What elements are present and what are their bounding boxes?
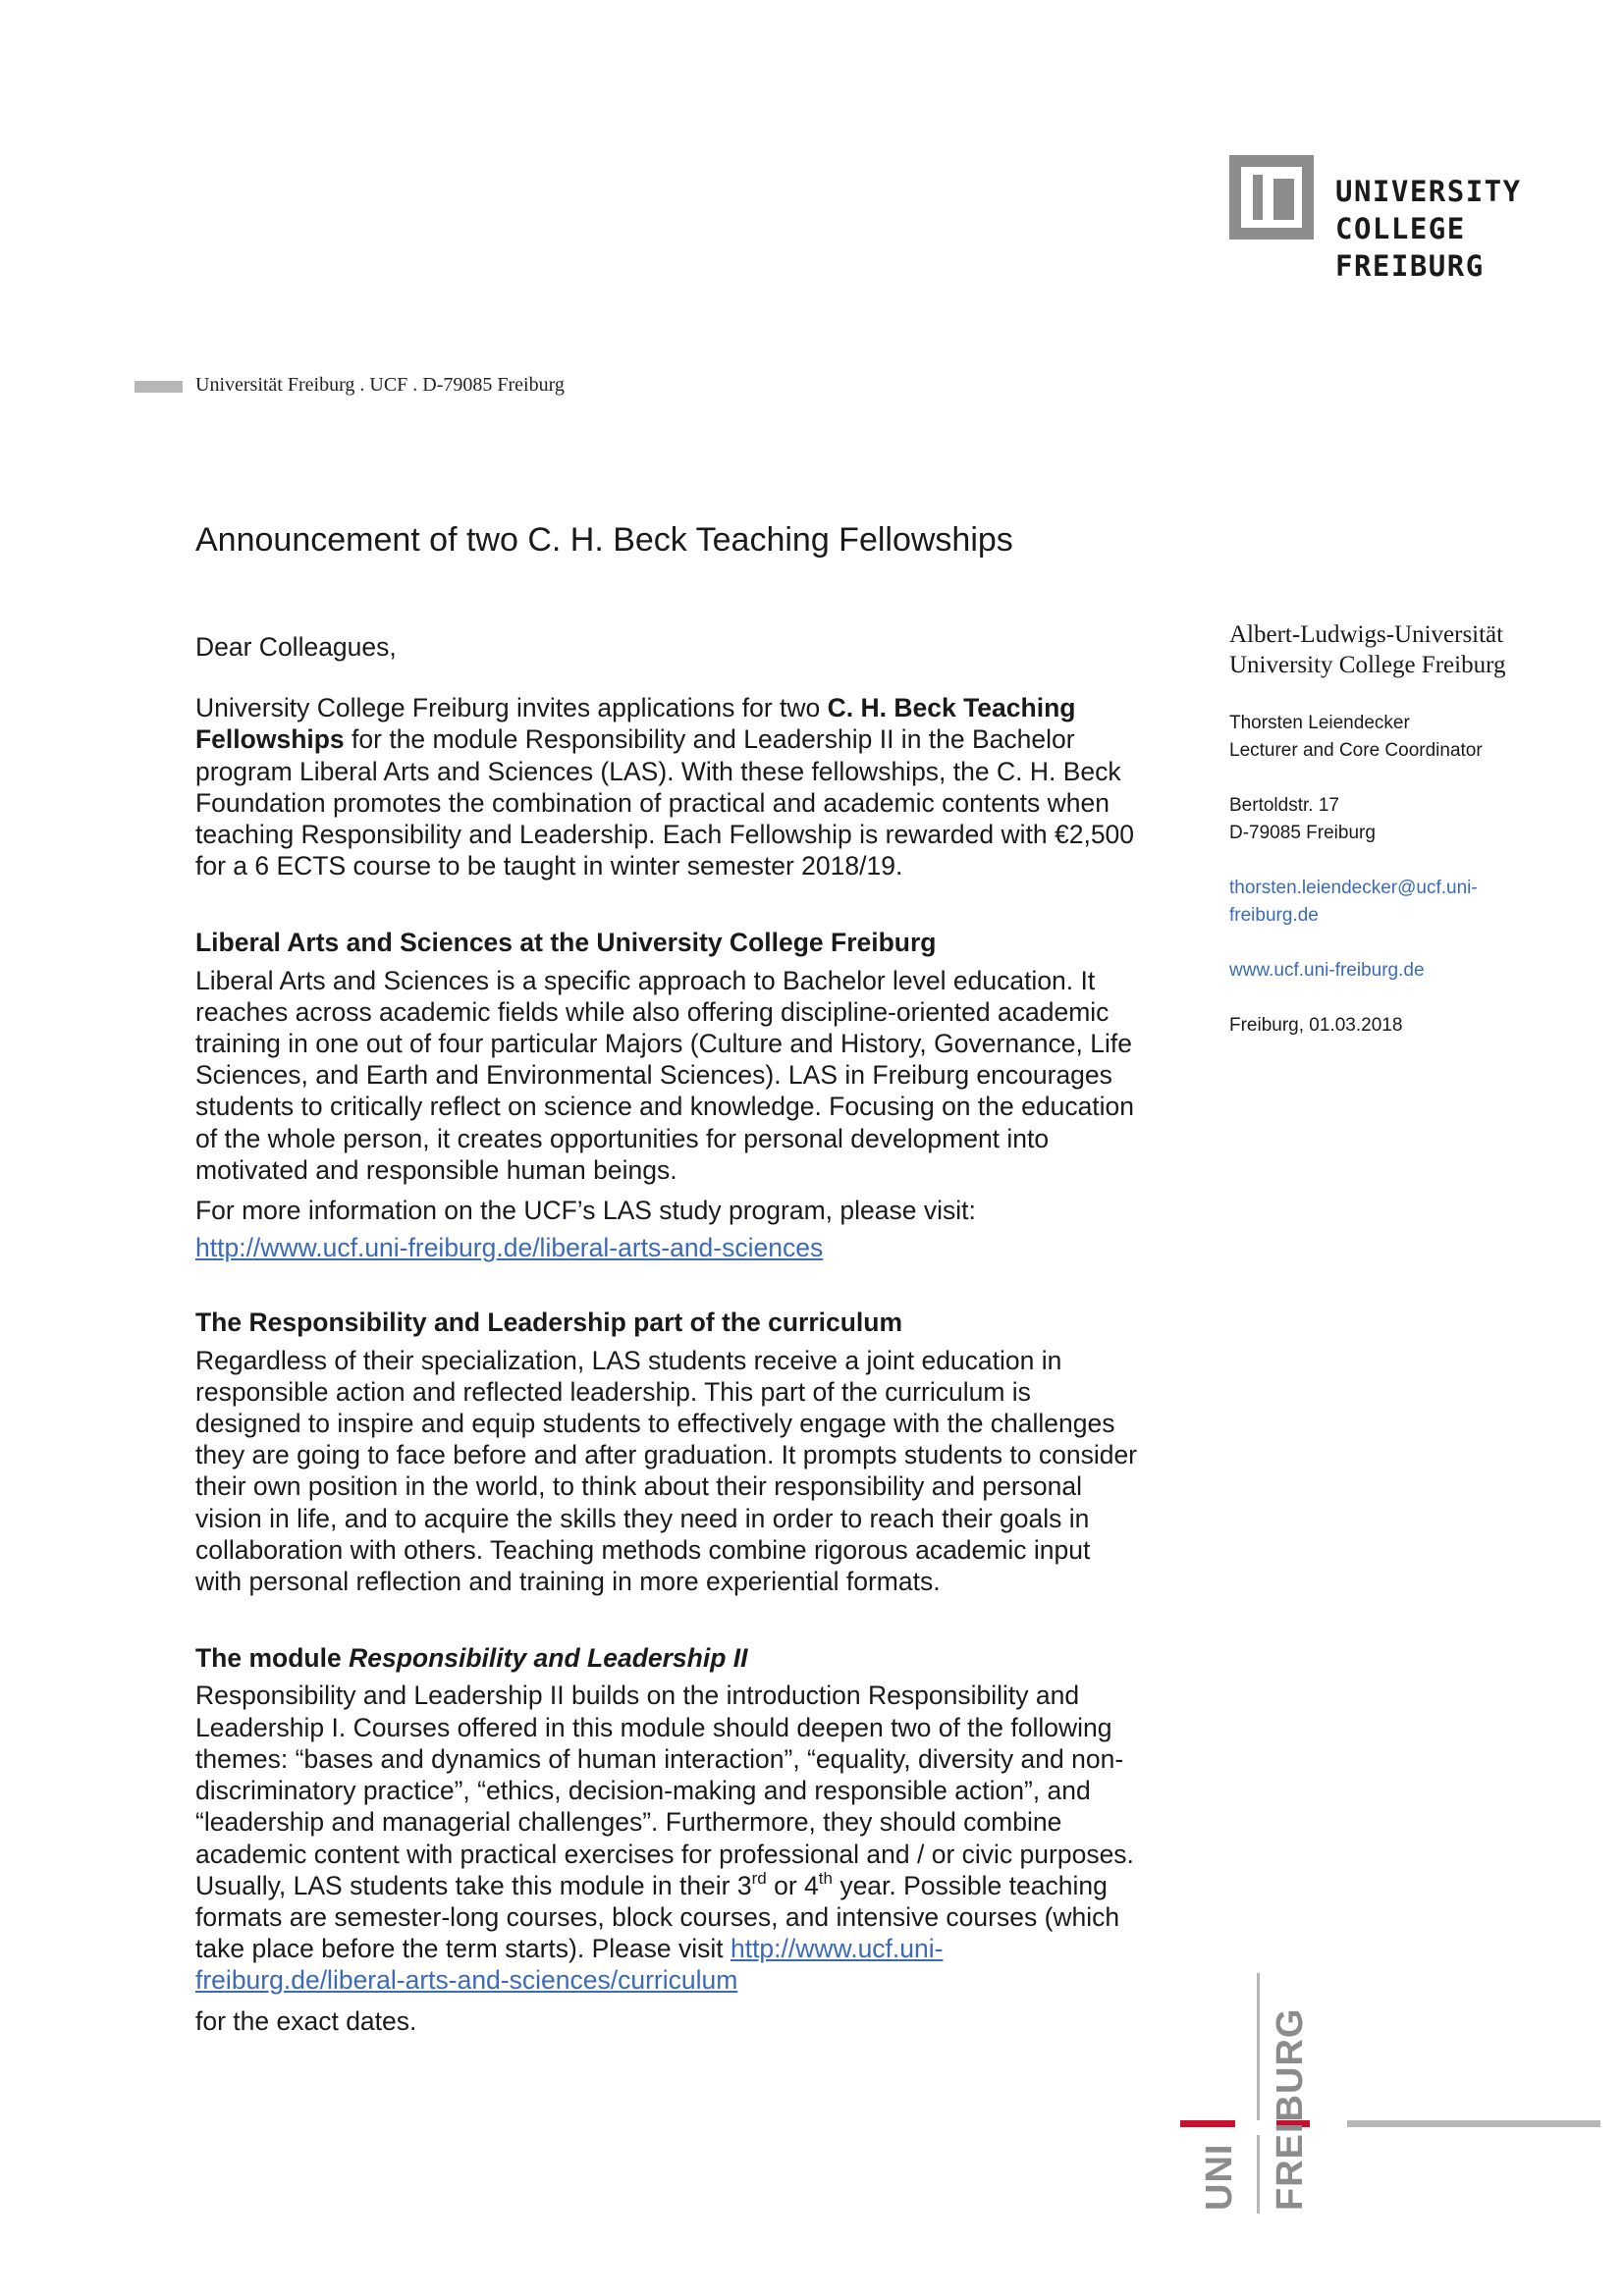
institution-line-2: University College Freiburg	[1229, 652, 1506, 678]
module-superscript-th: th	[818, 1868, 833, 1888]
las-program-link[interactable]: http://www.ucf.uni-freiburg.de/liberal-arts-and-sciences	[195, 1233, 824, 1263]
las-link-line	[195, 1232, 1138, 1263]
date-line: Freiburg, 01.03.2018	[1229, 1015, 1403, 1036]
sender-block	[1229, 710, 1563, 765]
intro-text-after: for the module Responsibility and Leadership II in the Bachelor program Liberal Arts and Sciences (LAS). With these fellowships, the C. H. Beck Foundation promotes the combination of practical and academic contents when teaching Responsibility and Leadership. Each Fellowship is rewarded with €2,500 for a 6 ECTS course to be taught in winter semester 2018/19.	[195, 724, 1135, 881]
module-heading-title: Responsibility and Leadership II	[349, 1643, 748, 1674]
module-text-part-3: year. Possible teaching formats are semester-long courses, block courses, and intensive courses (which take place before the term starts). Please visit	[195, 1870, 1120, 1964]
uni-freiburg-logo-icon	[1168, 1973, 1600, 2218]
las-more-info: For more information on the UCF’s LAS study program, please visit:	[195, 1196, 976, 1226]
sender-name: Thorsten Leiendecker	[1229, 713, 1410, 733]
ucf-logo-wordmark: UNIVERSITY COLLEGE FREIBURG	[1335, 175, 1522, 283]
institution-block	[1229, 619, 1563, 680]
intro-paragraph	[195, 692, 1138, 881]
module-heading-prefix: The module	[195, 1643, 350, 1674]
sender-sidebar	[1229, 619, 1563, 1067]
module-superscript-rd: rd	[751, 1868, 767, 1888]
intro-text-before: University College Freiburg invites applications for two	[195, 693, 828, 723]
ucf-logo-mark-icon	[1229, 155, 1314, 240]
uni-word: UNI	[1199, 2143, 1240, 2211]
module-text-part-2: or 4	[766, 1870, 819, 1900]
salutation: Dear Colleagues,	[195, 632, 397, 662]
website-block	[1229, 957, 1563, 985]
module-closing-text: for the exact dates.	[195, 2005, 417, 2036]
address-street: Bertoldstr. 17	[1229, 795, 1339, 816]
address-city: D-79085 Freiburg	[1229, 823, 1376, 843]
website-link[interactable]: www.ucf.uni-freiburg.de	[1229, 960, 1425, 981]
email-line-2: freiburg.de	[1229, 905, 1319, 926]
return-address-bar	[135, 381, 183, 393]
module-paragraph	[195, 1680, 1138, 1996]
university-college-freiburg-logo	[1229, 155, 1553, 283]
section-heading-module	[195, 1642, 1138, 1674]
letter-title: Announcement of two C. H. Beck Teaching Fellowships	[195, 521, 1013, 559]
email-link[interactable]	[1229, 878, 1478, 926]
section-heading-las: Liberal Arts and Sciences at the University College Freiburg	[195, 928, 937, 958]
freiburg-word: FREIBURG	[1270, 2007, 1311, 2211]
curriculum-paragraph: Regardless of their specialization, LAS students receive a joint education in responsible action and reflected leadership. This part of the curriculum is designed to inspire and equip students to effectively engage with the challenges they are going to face before and after graduation. It prompts students to consider their own position in the world, to think about their responsibility and personal vision in life, and to acquire the skills they need in order to reach their goals in collaboration with others. Teaching methods combine rigorous academic input with personal reflection and training in more experiential formats.	[195, 1345, 1138, 1597]
section-heading-curriculum: The Responsibility and Leadership part of the curriculum	[195, 1308, 903, 1338]
fellowship-name: C. H. Beck Teaching Fellowships	[195, 693, 1076, 755]
sender-role: Lecturer and Core Coordinator	[1229, 740, 1483, 761]
letter-body	[195, 631, 1138, 2037]
las-paragraph: Liberal Arts and Sciences is a specific approach to Bachelor level education. It reaches across academic fields while also offering discipline-oriented academic training in one out of four particular Majors (Culture and History, Governance, Life Sciences, and Earth and Environmental Sciences). LAS in Freiburg encourages students to critically reflect on science and knowledge. Focusing on the education of the whole person, it creates opportunities for personal development into motivated and responsible human beings.	[195, 965, 1135, 1185]
uni-freiburg-logo	[1168, 1973, 1600, 2218]
curriculum-link[interactable]: http://www.ucf.uni-freiburg.de/liberal-arts-and-sciences/curriculum	[195, 1934, 944, 1996]
institution-line-1: Albert-Ludwigs-Universität	[1229, 621, 1504, 648]
email-block	[1229, 875, 1563, 930]
module-text-part-1: Responsibility and Leadership II builds on the introduction Responsibility and Leadership I. Courses offered in this module should deepen two of the following themes: “bases and dynamics of human interaction”, “equality, diversity and non-discriminatory practice”, “ethics, decision-making and responsible action”, and “leadership and managerial challenges”. Furthermore, they should combine academic content with practical exercises for professional and / or civic purposes. Usually, LAS students take this module in their 3	[195, 1681, 1134, 1900]
email-line-1: thorsten.leiendecker@ucf.uni-	[1229, 878, 1478, 898]
return-address: Universität Freiburg . UCF . D-79085 Freiburg	[195, 374, 565, 396]
address-block	[1229, 792, 1563, 847]
